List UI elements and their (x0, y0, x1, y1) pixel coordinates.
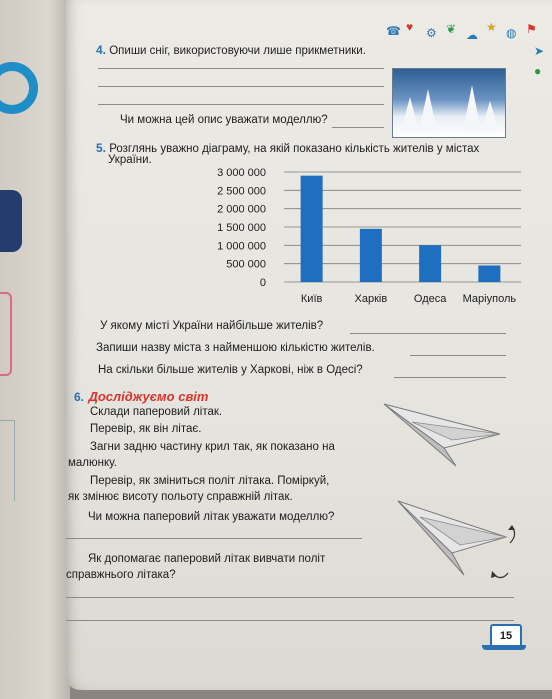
task4-text: Опиши сніг, використовуючи лише прикметники. (109, 45, 366, 57)
population-bar-chart (166, 160, 526, 315)
answer-line[interactable] (410, 355, 506, 356)
task5-question-1: У якому місті України найбільше жителів? (100, 320, 324, 332)
task6-line-3: Загни задню частину крил так, як показано на (90, 441, 335, 453)
task6-line-4: малюнку. (68, 457, 117, 469)
task5-text-2: України. (108, 154, 152, 166)
y-tick-label: 500 000 (226, 258, 266, 271)
leaf-icon: ❦ (446, 22, 457, 36)
y-tick-label: 1 000 000 (217, 240, 266, 253)
task6-question-2-line-2: справжнього літака? (66, 569, 176, 581)
pink-frame-decoration (0, 292, 12, 376)
workbook-page (66, 0, 552, 690)
task6-heading (74, 388, 208, 406)
y-tick-label: 3 000 000 (217, 167, 266, 179)
answer-line[interactable] (98, 68, 384, 69)
answer-line[interactable] (332, 127, 384, 128)
paper-plane-illustration (382, 396, 502, 476)
answer-line[interactable] (394, 377, 506, 378)
arrow-icon: ➤ (534, 44, 545, 58)
task4-question: Чи можна цей опис уважати моделлю? (120, 114, 328, 126)
x-tick-label: Маріуполь (462, 293, 517, 305)
task5-question-2: Запиши назву міста з найменшою кількістю жителів. (96, 342, 375, 354)
globe-icon: ◍ (506, 26, 517, 40)
task6-line-1: Склади паперовий літак. (90, 406, 223, 418)
task5-question-3: На скільки більше жителів у Харкові, ніж в Одесі? (98, 364, 363, 376)
y-tick-label: 2 500 000 (217, 185, 266, 198)
bar-3 (419, 245, 441, 282)
task6-line-6: як змінює висоту польоту справжній літак. (68, 491, 293, 503)
snow-forest-photo (392, 68, 506, 138)
table-fragment-decoration (0, 420, 15, 501)
task6-line-5: Перевір, як зміниться політ літака. Поміркуй, (90, 475, 330, 487)
left-page-edge (0, 0, 70, 699)
heart-icon: ♥ (406, 20, 414, 34)
task5-number: 5. (96, 141, 107, 155)
answer-line[interactable] (66, 620, 514, 621)
page-number: 15 (490, 624, 522, 648)
flag-icon: ⚑ (526, 22, 537, 36)
task6-title: Досліджуємо світ (88, 389, 209, 404)
answer-line[interactable] (98, 104, 384, 105)
star-icon: ★ (486, 20, 497, 34)
dot-icon: ● (534, 64, 542, 78)
task5-text-1: Розглянь уважно діаграму, на якій показано кількість жителів у містах (109, 143, 480, 155)
task6-line-2: Перевір, як він літає. (90, 423, 202, 435)
task6-question-2-line-1: Як допомагає паперовий літак вивчати політ (88, 553, 326, 565)
task6-question-1: Чи можна паперовий літак уважати моделлю? (88, 511, 335, 523)
y-tick-label: 2 000 000 (217, 203, 266, 216)
ring-decoration (0, 62, 38, 114)
navy-tab-decoration (0, 190, 22, 252)
laptop-icon-base (482, 645, 526, 650)
cloud-icon: ☁ (466, 28, 478, 42)
task5-row (96, 142, 479, 156)
y-tick-label: 1 500 000 (217, 222, 266, 234)
answer-line[interactable] (66, 538, 362, 539)
bar-4 (478, 266, 500, 283)
answer-line[interactable] (98, 86, 384, 87)
paper-plane-folded-illustration (394, 495, 519, 585)
bar-2 (360, 229, 382, 282)
task4-number: 4. (96, 43, 107, 57)
task6-number: 6. (74, 390, 85, 404)
x-tick-label: Харків (354, 293, 388, 305)
gear-icon: ⚙ (426, 26, 437, 40)
x-tick-label: Одеса (413, 293, 447, 305)
bar-1 (301, 176, 323, 282)
answer-line[interactable] (66, 597, 514, 598)
answer-line[interactable] (350, 333, 506, 334)
phone-icon: ☎ (386, 24, 401, 38)
x-tick-label: Київ (300, 293, 323, 305)
task4-row (96, 44, 366, 58)
y-tick-label: 0 (259, 277, 266, 289)
